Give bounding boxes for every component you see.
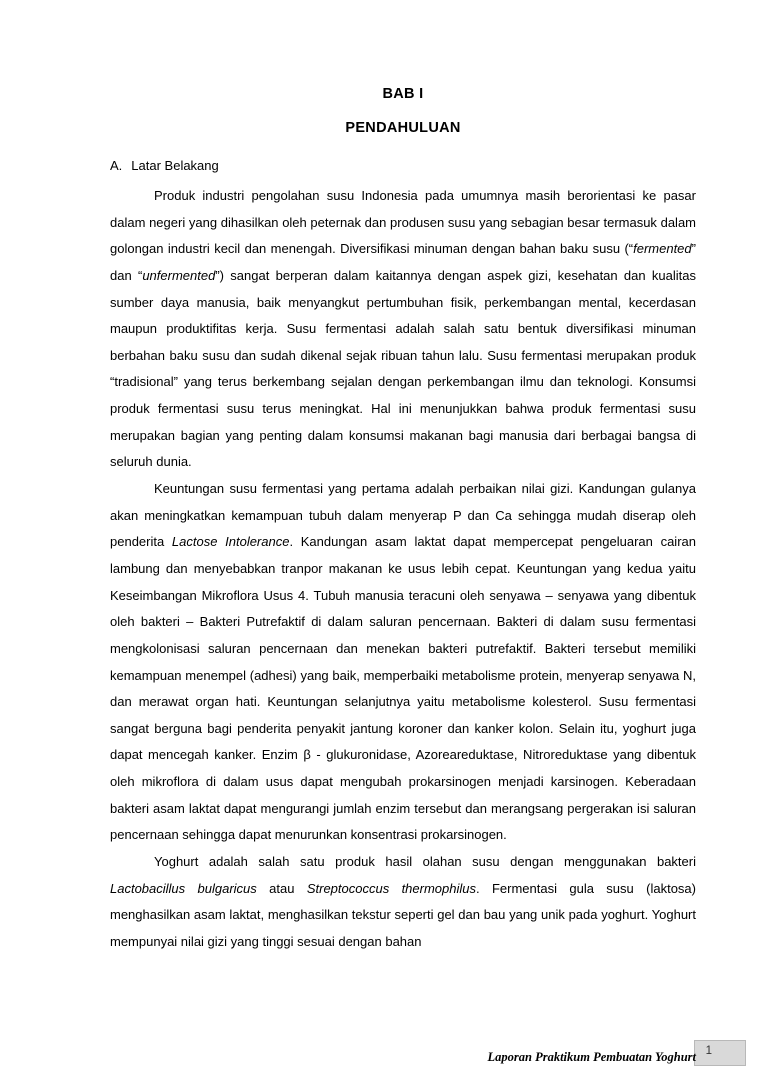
paragraph-2-part-b: . Kandungan asam laktat dapat mempercepat pengeluaran cairan lambung dan menyebabkan tranpor makanan ke usus lebih cepat. Keuntungan yang kedua yaitu Keseimbangan Mikroflora Usus 4. Tubuh manusia teracuni oleh senyawa – senyawa yang dibentuk oleh bakteri – Bakteri Putrefaktif di dalam saluran pencernaan. Bakteri di dalam susu fermentasi mengkolonisasi saluran pencernaan dan menekan bakteri putrefaktif. Bakteri tersebut memiliki kemampuan menempel (adhesi) yang baik, memperbaiki metabolisme protein, menyerap senyawa N, dan merawat organ hati. Keuntungan selanjutnya yaitu metabolisme kolesterol. Susu fermentasi sangat berguna bagi penderita penyakit jantung koroner dan kanker kolon. Selain itu, yoghurt juga dapat mencegah kanker. Enzim β - glukuronidase, Azoreareduktase, Nitroreduktase yang dibentuk oleh mikroflora di dalam usus dapat mengubah prokarsinogen menjadi karsinogen. Keberadaan bakteri asam laktat dapat mengurangi jumlah enzim tersebut dan merangsang pergerakan isi saluran pencernaan sehingga dapat menurunkan konsentrasi prokarsinogen. (110, 534, 696, 843)
paragraph-3 (110, 849, 696, 956)
paragraph-2 (110, 476, 696, 849)
paragraph-2-part-a: Keuntungan susu fermentasi yang pertama adalah perbaikan nilai gizi. Kandungan gulanya akan meningkatkan kemampuan tubuh dalam menyerap P dan Ca sehingga mudah diserap oleh penderita (110, 481, 696, 550)
paragraph-1-part-c: ”) sangat berperan dalam kaitannya dengan aspek gizi, kesehatan dan kualitas sumber daya manusia, baik menyangkut pertumbuhan fisik, perkembangan mental, kecerdasan maupun produktifitas kerja. Susu fermentasi adalah salah satu bentuk diversifikasi minuman berbahan baku susu dan sudah dikenal sejak ribuan tahun lalu. Susu fermentasi merupakan produk “tradisional” yang terus berkembang sejalan dengan perkembangan ilmu dan teknologi. Konsumsi produk fermentasi susu terus meningkat. Hal ini menunjukkan bahwa produk fermentasi susu merupakan bagian yang penting dalam konsumsi makanan bagi manusia dari berbagai bangsa di seluruh dunia. (110, 267, 696, 470)
section-letter: A. (110, 158, 123, 173)
paragraph-3-italic-streptococcus: Streptococcus thermophilus (306, 880, 476, 896)
paragraph-3-italic-lactobacillus: Lactobacillus bulgaricus (110, 880, 257, 896)
document-body (110, 86, 696, 956)
footer-title: Laporan Praktikum Pembuatan Yoghurt (487, 1050, 696, 1064)
paragraph-3-part-c: . Fermentasi gula susu (laktosa) menghasilkan asam laktat, menghasilkan tekstur seperti gel dan bau yang unik pada yoghurt. Yoghurt mempunyai nilai gizi yang tinggi sesuai dengan bahan (110, 880, 696, 949)
paragraph-1 (110, 183, 696, 476)
paragraph-1-italic-fermented: fermented (633, 241, 692, 257)
paragraph-1-part-a: Produk industri pengolahan susu Indonesia pada umumnya masih berorientasi ke pasar dalam negeri yang dihasilkan oleh peternak dan produsen susu yang sebagian besar termasuk dalam golongan industri kecil dan menengah. Diversifikasi minuman dengan bahan baku susu (“ (110, 188, 696, 257)
chapter-title: BAB I (382, 86, 424, 102)
page-number: 1 (705, 1045, 712, 1057)
paragraph-1-italic-unfermented: unfermented (142, 267, 216, 283)
paragraph-3-part-b: atau (256, 880, 307, 896)
page-footer (0, 1040, 768, 1080)
paragraph-2-italic-lactose-intolerance: Lactose Intolerance (171, 534, 290, 550)
section-title: Latar Belakang (131, 158, 219, 173)
chapter-subtitle: PENDAHULUAN (345, 120, 461, 136)
section-heading (110, 158, 696, 173)
paragraph-3-part-a: Yoghurt adalah salah satu produk hasil olahan susu dengan menggunakan bakteri (154, 854, 696, 870)
page-number-box (694, 1040, 746, 1066)
paragraph-1-part-b: ” dan “ (110, 241, 696, 283)
